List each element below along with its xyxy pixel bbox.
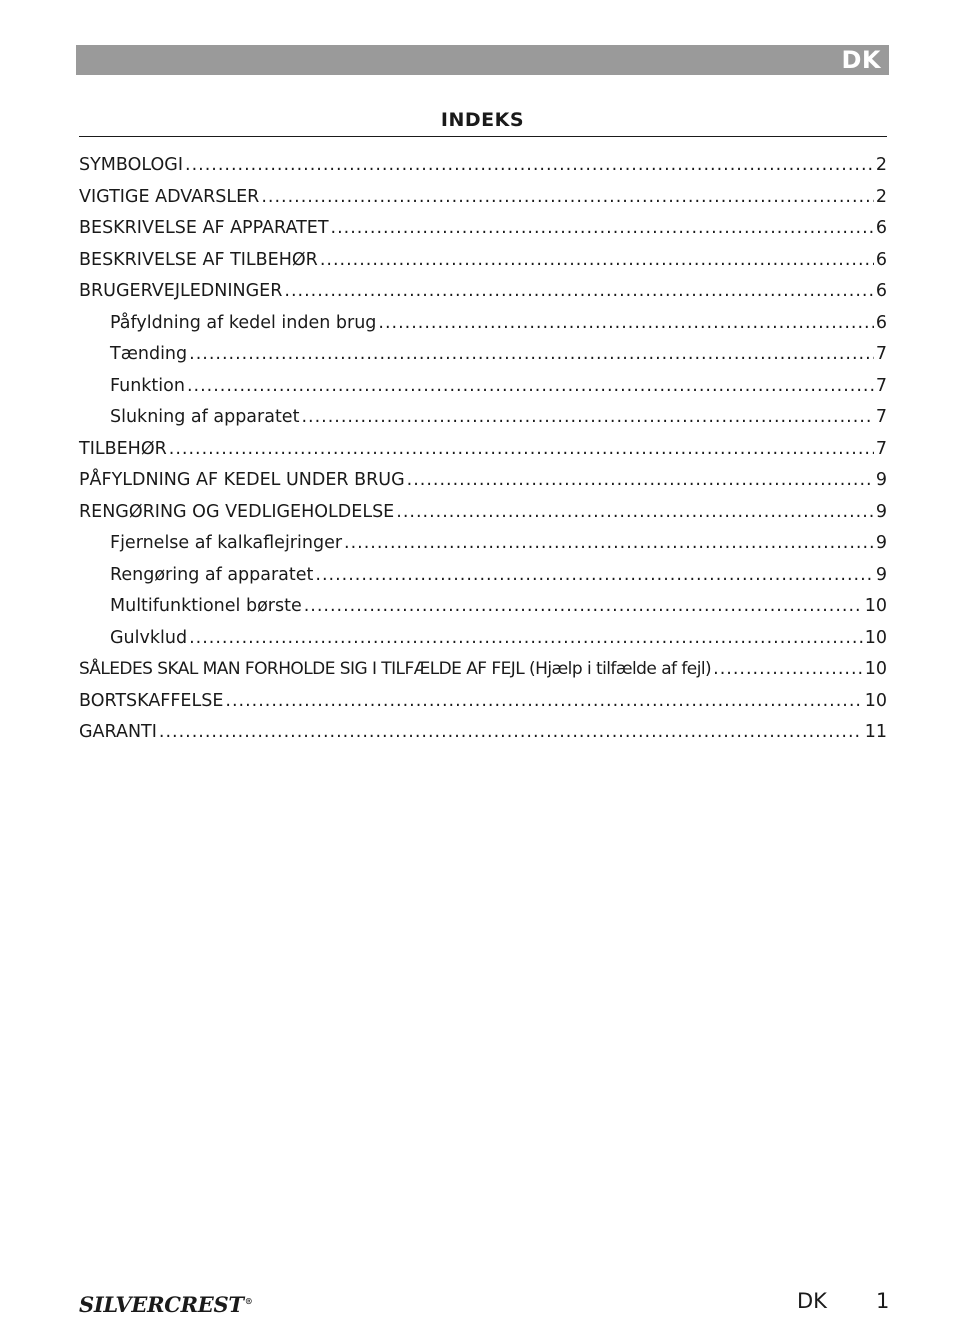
toc-entry-label: Fjernelse af kalkaflejringer bbox=[110, 533, 343, 553]
brand-logo bbox=[79, 1288, 252, 1318]
toc-entry-label: Gulvklud bbox=[110, 627, 188, 648]
toc-entry-page: 6 bbox=[875, 312, 887, 333]
header-bar bbox=[76, 45, 889, 75]
toc-entry-page: 10 bbox=[864, 596, 887, 616]
toc-entry-gulvklud[interactable] bbox=[79, 623, 887, 655]
toc-entry-beskrivelse-apparatet[interactable] bbox=[79, 213, 887, 245]
toc-entry-slukning[interactable] bbox=[79, 402, 887, 434]
page-number: 1 bbox=[876, 1289, 890, 1313]
toc-entry-label: VIGTIGE ADVARSLER bbox=[79, 186, 260, 207]
toc-entry-rengoring-apparatet[interactable] bbox=[79, 560, 887, 592]
toc-entry-page: 10 bbox=[864, 659, 887, 679]
toc-entry-bortskaffelse[interactable] bbox=[79, 686, 887, 718]
toc-entry-label: SYMBOLOGI bbox=[79, 155, 183, 175]
table-of-contents bbox=[79, 150, 887, 749]
toc-entry-page: 7 bbox=[875, 407, 887, 427]
toc-entry-brugervejledninger[interactable] bbox=[79, 276, 887, 308]
toc-entry-page: 2 bbox=[875, 155, 887, 175]
toc-entry-page: 6 bbox=[875, 281, 887, 301]
toc-entry-label: Rengøring af apparatet bbox=[110, 564, 314, 585]
toc-entry-symbologi[interactable] bbox=[79, 150, 887, 182]
toc-entry-page: 2 bbox=[875, 186, 887, 207]
toc-dot-leader bbox=[344, 528, 874, 560]
toc-dot-leader bbox=[315, 560, 873, 592]
toc-entry-label: TILBEHØR bbox=[79, 438, 167, 459]
toc-entry-page: 7 bbox=[875, 344, 887, 364]
toc-dot-leader bbox=[189, 339, 874, 371]
toc-dot-leader bbox=[713, 654, 863, 686]
toc-entry-label: PÅFYLDNING AF KEDEL UNDER BRUG bbox=[79, 470, 405, 490]
trademark-mark: ® bbox=[244, 1296, 253, 1306]
toc-entry-garanti[interactable] bbox=[79, 717, 887, 749]
toc-dot-leader bbox=[301, 402, 873, 434]
toc-entry-label: Multifunktionel børste bbox=[110, 596, 302, 616]
toc-entry-taending[interactable] bbox=[79, 339, 887, 371]
toc-entry-page: 9 bbox=[875, 470, 887, 490]
toc-entry-label: Tænding bbox=[110, 344, 188, 364]
toc-entry-rengoring-vedligeholdelse[interactable] bbox=[79, 497, 887, 529]
brand-name: SILVERCREST bbox=[79, 1292, 244, 1317]
toc-entry-page: 6 bbox=[875, 218, 887, 238]
toc-dot-leader bbox=[284, 276, 873, 308]
toc-dot-leader bbox=[396, 497, 874, 529]
toc-entry-label: Funktion bbox=[110, 375, 185, 396]
toc-dot-leader bbox=[187, 371, 874, 403]
toc-entry-label: Påfyldning af kedel inden brug bbox=[110, 312, 377, 333]
title-divider bbox=[79, 136, 887, 137]
toc-entry-page: 6 bbox=[875, 249, 887, 270]
toc-entry-pafyldning-under-brug[interactable] bbox=[79, 465, 887, 497]
toc-dot-leader bbox=[320, 245, 874, 277]
toc-dot-leader bbox=[407, 465, 874, 497]
toc-dot-leader bbox=[159, 717, 863, 749]
toc-entry-page: 11 bbox=[864, 722, 887, 742]
toc-dot-leader bbox=[189, 623, 863, 655]
footer-language: DK bbox=[797, 1289, 827, 1313]
toc-dot-leader bbox=[185, 150, 874, 182]
toc-entry-fejl[interactable] bbox=[79, 654, 887, 686]
toc-entry-page: 9 bbox=[875, 533, 887, 553]
toc-entry-page: 10 bbox=[864, 690, 887, 711]
toc-entry-label: BRUGERVEJLEDNINGER bbox=[79, 281, 283, 301]
toc-entry-tilbehor[interactable] bbox=[79, 434, 887, 466]
toc-entry-label: SÅLEDES SKAL MAN FORHOLDE SIG I TILFÆLDE AF FEJL (Hjælp i tilfælde af fejl) bbox=[79, 659, 712, 679]
toc-dot-leader bbox=[261, 182, 874, 214]
toc-entry-funktion[interactable] bbox=[79, 371, 887, 403]
toc-dot-leader bbox=[331, 213, 874, 245]
toc-entry-vigtige-advarsler[interactable] bbox=[79, 182, 887, 214]
toc-dot-leader bbox=[169, 434, 874, 466]
toc-entry-label: GARANTI bbox=[79, 722, 157, 742]
toc-entry-page: 7 bbox=[875, 375, 887, 396]
toc-entry-page: 10 bbox=[864, 627, 887, 648]
toc-entry-page: 9 bbox=[875, 501, 887, 522]
toc-entry-label: Slukning af apparatet bbox=[110, 407, 300, 427]
toc-dot-leader bbox=[378, 308, 873, 340]
toc-entry-kalkaflejringer[interactable] bbox=[79, 528, 887, 560]
toc-entry-page: 9 bbox=[875, 564, 887, 585]
toc-dot-leader bbox=[304, 591, 863, 623]
page-title: INDEKS bbox=[440, 109, 525, 131]
toc-entry-multifunktionel-borste[interactable] bbox=[79, 591, 887, 623]
toc-entry-beskrivelse-tilbehor[interactable] bbox=[79, 245, 887, 277]
toc-entry-label: BESKRIVELSE AF TILBEHØR bbox=[79, 249, 318, 270]
toc-entry-label: RENGØRING OG VEDLIGEHOLDELSE bbox=[79, 501, 395, 522]
toc-entry-page: 7 bbox=[875, 438, 887, 459]
toc-dot-leader bbox=[225, 686, 862, 718]
toc-entry-label: BESKRIVELSE AF APPARATET bbox=[79, 218, 329, 238]
toc-entry-label: BORTSKAFFELSE bbox=[79, 690, 224, 711]
toc-entry-pafyldning-inden-brug[interactable] bbox=[79, 308, 887, 340]
language-tag: DK bbox=[841, 46, 881, 74]
